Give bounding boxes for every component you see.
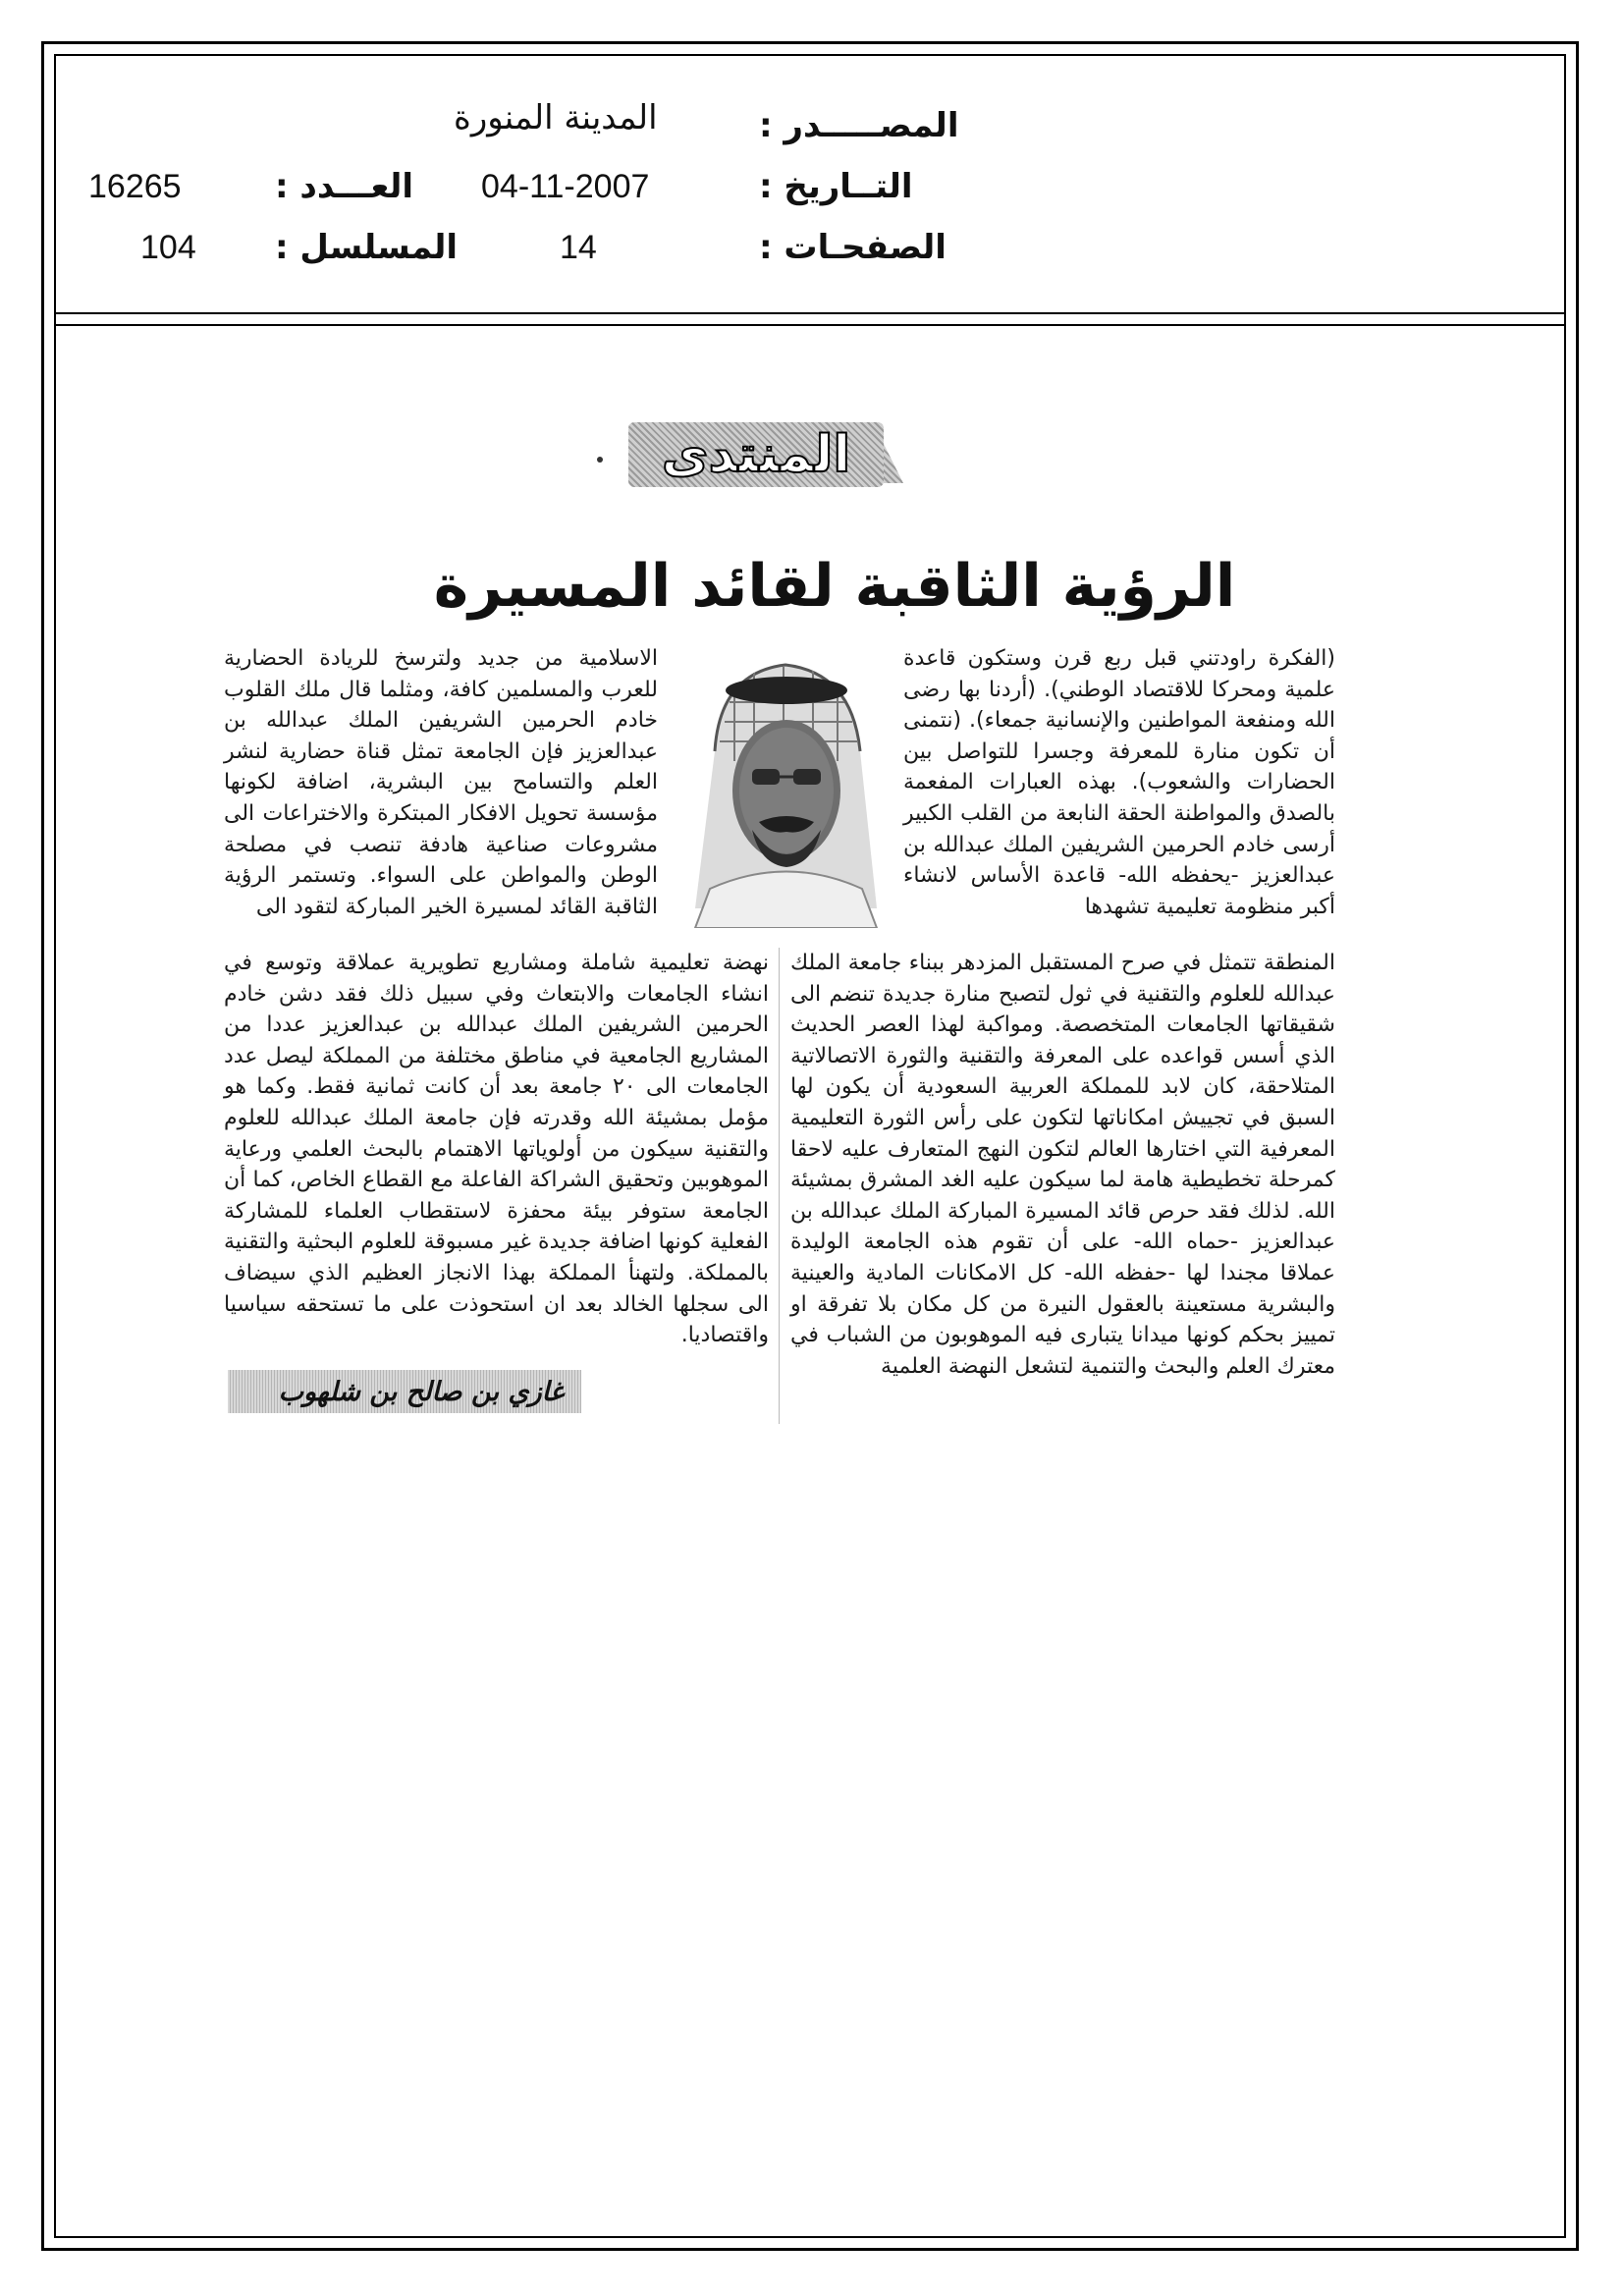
section-badge: [628, 422, 884, 487]
article-headline: الرؤية الثاقبة لقائد المسيرة: [433, 552, 1236, 621]
date-value: 04-11-2007: [481, 168, 650, 205]
article-column-right-bottom: [790, 948, 1335, 1382]
issue-value: 16265: [88, 168, 182, 205]
pages-value: 14: [560, 229, 597, 266]
date-label: التــاريخ :: [759, 167, 913, 206]
serial-label: المسلسل :: [275, 228, 459, 267]
column-divider: [779, 948, 780, 1424]
byline-bar: [228, 1370, 581, 1413]
article-column-left-bottom: [224, 948, 769, 1351]
article-paragraph: (الفكرة راودتني قبل ربع قرن وستكون قاعدة علمية ومحركا للاقتصاد الوطني). (أردنا بها رضى الله ومنفعة المواطنين والإنسانية جمعاء). (نتمنى أن تكون منارة للمعرفة وجسرا للتواصل بين الحضارات والشعوب). بهذه العبارات المفعمة بالصدق والمواطنة الحقة النابعة من القلب الكبير أرسى خادم الحرمين الشريفين الملك عبدالله بن عبدالعزيز -يحفظه الله- قاعدة الأساس لانشاء أكبر منظومة تعليمية تشهدها: [903, 646, 1335, 919]
pages-label: الصفحـات :: [759, 228, 947, 267]
decorative-dot: [597, 457, 603, 463]
issue-label: العـــدد :: [275, 167, 413, 206]
author-byline: غازي بن صالح بن شلهوب: [278, 1376, 564, 1407]
article-paragraph: المنطقة تتمثل في صرح المستقبل المزدهر ببناء جامعة الملك عبدالله للعلوم والتقنية في ثول لتصبح منارة جديدة تنضم الى شقيقاتها الجامعات المتخصصة. ومواكبة لهذا العصر الحديث الذي أسس قواعده على المعرفة والتقنية والثورة الاتصالاتية المتلاحقة، كان لابد للمملكة العربية السعودية أن يكون لها السبق في تجييش امكاناتها لتكون على رأس الثورة التعليمية المعرفية التي اختارها العالم لتكون النهج المتعارف عليه لاحقا كمرحلة تخطيطية هامة لما سيكون عليه الغد المشرق بمشيئة الله. لذلك فقد حرص قائد المسيرة المباركة الملك عبدالله بن عبدالعزيز -حماه الله- على أن تقوم هذه الجامعة الوليدة عملاقا مجندا لها -حفظه الله- كل الامكانات المادية والعينية والبشرية مستعينة بالعقول النيرة من كل مكان بلا تفرقة او تمييز بحكم كونها ميدانا يتبارى فيه الموهوبون من الشباب في معترك العلم والبحث والتنمية لتشعل النهضة العلمية: [790, 951, 1335, 1379]
section-title: المنتدى: [661, 425, 851, 484]
source-value: المدينة المنورة: [454, 98, 658, 137]
article-column-right-top: [903, 643, 1335, 922]
article-paragraph: نهضة تعليمية شاملة ومشاريع تطويرية عملاقة وتوسع في انشاء الجامعات والابتعاث وفي سبيل ذلك فقد دشن خادم الحرمين الشريفين الملك عبدالله بن عبدالعزيز عددا من المشاريع الجامعية في مناطق مختلفة من المملكة ليصل عدد الجامعات الى ٢٠ جامعة بعد أن كانت ثمانية فقط. وكما هو مؤمل بمشيئة الله وقدرته فإن جامعة الملك عبدالله للعلوم والتقنية سيكون من أولوياتها الاهتمام بالبحث العلمي ورعاية الموهوبين وتحقيق الشراكة الفاعلة مع القطاع الخاص، كما أن الجامعة ستوفر بيئة محفزة لاستقطاب العلماء للمشاركة الفعلية كونها اضافة جديدة غير مسبوقة للعلوم البحثية والتقنية بالمملكة. ولتهنأ المملكة بهذا الانجاز العظيم الذي سيضاف الى سجلها الخالد بعد ان استحوذت على ما تستحقه سياسيا واقتصاديا.: [224, 951, 769, 1348]
article-paragraph: الاسلامية من جديد ولترسخ للريادة الحضارية للعرب والمسلمين كافة، ومثلما قال ملك القلوب خادم الحرمين الشريفين الملك عبدالله بن عبدالعزيز فإن الجامعة تمثل قناة حضارية لنشر العلم والتسامح بين البشرية، اضافة لكونها مؤسسة تحويل الافكار المبتكرة والاختراعات الى مشروعات صناعية هادفة تنصب في مصلحة الوطن والمواطن على السواء. وتستمر الرؤية الثاقبة القائد لمسيرة الخير المباركة لتقود الى: [224, 646, 658, 919]
serial-value: 104: [140, 229, 196, 266]
source-label: المصـــــدر :: [759, 106, 959, 145]
author-photo: [676, 643, 896, 928]
article-column-left-top: [224, 643, 658, 922]
header-divider: [54, 312, 1566, 314]
header-divider-secondary: [54, 324, 1566, 326]
